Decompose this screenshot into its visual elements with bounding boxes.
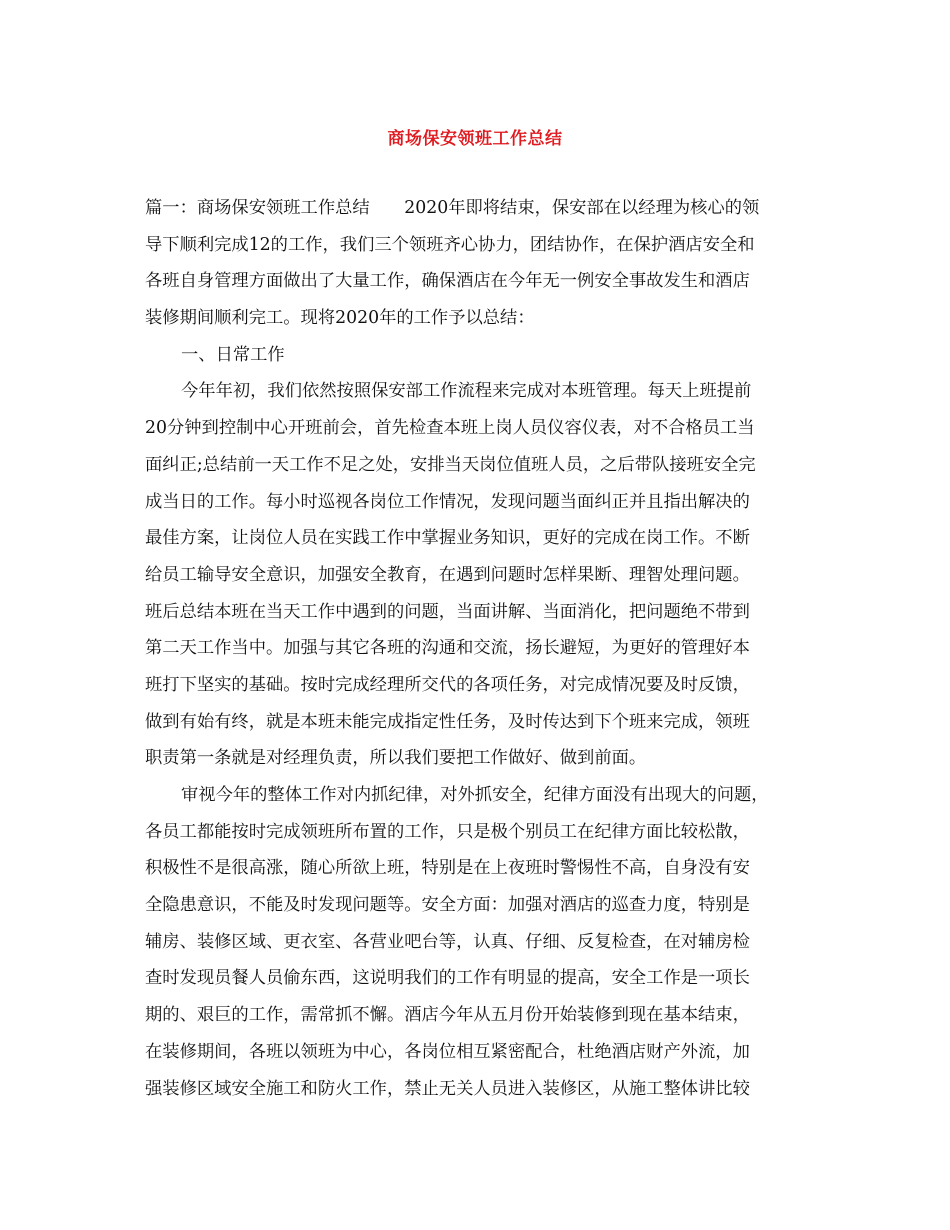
text-line: 第二天工作当中。加强与其它各班的沟通和交流，扬长避短，为更好的管理好本 <box>145 638 750 659</box>
text-line: 各员工都能按时完成领班所布置的工作，只是极个别员工在纪律方面比较松散， <box>145 821 750 842</box>
text-line: 班打下坚实的基础。按时完成经理所交代的各项任务，对完成情况要及时反馈， <box>145 674 750 695</box>
text-line: 辅房、装修区域、更衣室、各营业吧台等，认真、仔细、反复检查，在对辅房检 <box>145 931 750 952</box>
text-line: 导下顺利完成12的工作，我们三个领班齐心协力，团结协作，在保护酒店安全和 <box>145 234 755 255</box>
text-line: 强装修区域安全施工和防火工作，禁止无关人员进入装修区，从施工整体讲比较 <box>145 1078 750 1099</box>
text-line: 班后总结本班在当天工作中遇到的问题，当面讲解、当面消化，把问题绝不带到 <box>145 601 750 622</box>
text-line: 成当日的工作。每小时巡视各岗位工作情况，发现问题当面纠正并且指出解决的 <box>145 491 750 512</box>
text-line: 全隐患意识，不能及时发现问题等。安全方面：加强对酒店的巡查力度，特别是 <box>145 895 750 916</box>
text-line: 给员工输导安全意识，加强安全教育，在遇到问题时怎样果断、理智处理问题。 <box>145 564 750 585</box>
section-heading: 一、日常工作 <box>181 344 285 365</box>
text-line: 查时发现员餐人员偷东西，这说明我们的工作有明显的提高，安全工作是一项长 <box>145 968 750 989</box>
document-body <box>145 190 810 1107</box>
text-line: 积极性不是很高涨，随心所欲上班，特别是在上夜班时警惕性不高，自身没有安 <box>145 858 750 879</box>
text-line: 篇一：商场保安领班工作总结 2020年即将结束，保安部在以经理为核心的领 <box>145 198 760 218</box>
text-line: 在装修期间，各班以领班为中心，各岗位相互紧密配合，杜绝酒店财产外流，加 <box>145 1041 750 1062</box>
text-line: 职责第一条就是对经理负责，所以我们要把工作做好、做到前面。 <box>145 748 647 769</box>
document-title: 商场保安领班工作总结 <box>387 129 563 149</box>
text-line: 装修期间顺利完工。现将2020年的工作予以总结： <box>145 308 535 329</box>
paragraph-start-line: 今年年初，我们依然按照保安部工作流程来完成对本班管理。每天上班提前 <box>181 381 752 402</box>
paragraph-start-line: 审视今年的整体工作对内抓纪律，对外抓安全，纪律方面没有出现大的问题， <box>181 785 769 805</box>
text-line: 期的、艰巨的工作，需常抓不懈。酒店今年从五月份开始装修到现在基本结束， <box>145 1005 750 1026</box>
text-line: 做到有始有终，就是本班未能完成指定性任务，及时传达到下个班来完成，领班 <box>145 711 750 732</box>
text-line: 各班自身管理方面做出了大量工作，确保酒店在今年无一例安全事故发生和酒店 <box>145 271 750 292</box>
text-line: 20分钟到控制中心开班前会，首先检查本班上岗人员仪容仪表，对不合格员工当 <box>145 418 755 439</box>
text-line: 面纠正;总结前一天工作不足之处，安排当天岗位值班人员，之后带队接班安全完 <box>145 454 756 475</box>
text-line: 最佳方案，让岗位人员在实践工作中掌握业务知识，更好的完成在岗工作。不断 <box>145 528 750 549</box>
